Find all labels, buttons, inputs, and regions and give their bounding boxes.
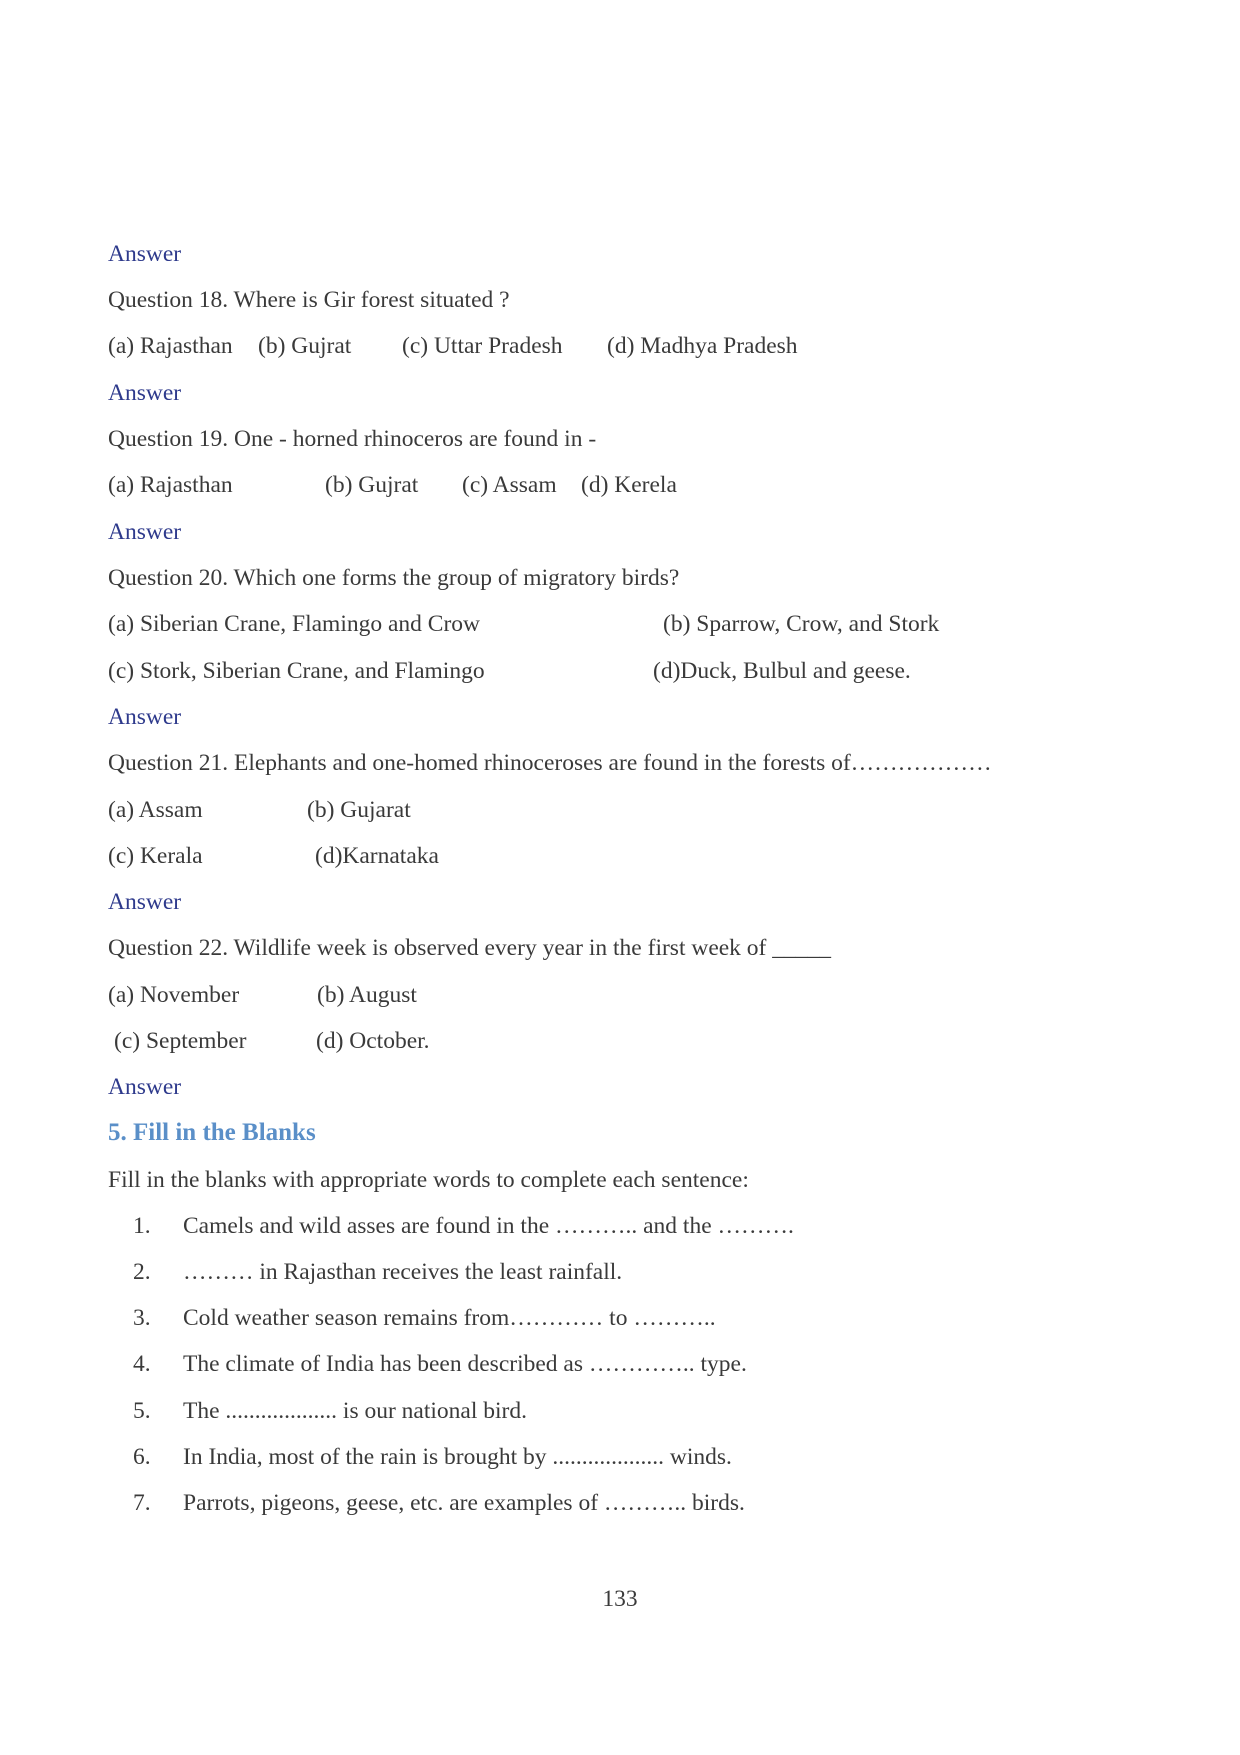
answer-link[interactable]: Answer <box>108 241 182 267</box>
option-d: (d) Kerela <box>581 472 677 498</box>
option-a: (a) Siberian Crane, Flamingo and Crow <box>108 611 480 637</box>
option-a: (a) Assam <box>108 797 203 823</box>
option-b: (b) Sparrow, Crow, and Stork <box>663 611 940 637</box>
option-a: (a) Rajasthan <box>108 472 233 498</box>
section-instruction: Fill in the blanks with appropriate words to complete each sentence: <box>108 1167 749 1193</box>
option-b: (b) Gujrat <box>325 472 419 498</box>
answer-link[interactable]: Answer <box>108 380 182 406</box>
page-number: 133 <box>602 1586 638 1612</box>
answer-link[interactable]: Answer <box>108 889 182 915</box>
list-item: In India, most of the rain is brought by ................... winds. <box>183 1444 732 1470</box>
question-22: Question 22. Wildlife week is observed every year in the first week of _____ <box>108 935 832 961</box>
option-a: (a) Rajasthan <box>108 333 233 359</box>
option-b: (b) Gujarat <box>307 797 411 823</box>
section-heading: 5. Fill in the Blanks <box>108 1119 316 1146</box>
option-b: (b) August <box>317 982 417 1008</box>
option-d: (d) Madhya Pradesh <box>607 333 798 359</box>
question-19: Question 19. One - horned rhinoceros are found in - <box>108 426 597 452</box>
option-d: (d)Duck, Bulbul and geese. <box>653 658 911 684</box>
list-item-number: 1. <box>133 1213 151 1239</box>
list-item: The climate of India has been described as ………….. type. <box>183 1351 747 1377</box>
option-c: (c) Stork, Siberian Crane, and Flamingo <box>108 658 485 684</box>
question-18: Question 18. Where is Gir forest situated ? <box>108 287 510 313</box>
answer-link[interactable]: Answer <box>108 1074 182 1100</box>
list-item: Cold weather season remains from………… to ……….. <box>183 1305 716 1331</box>
list-item: The ................... is our national bird. <box>183 1398 527 1424</box>
list-item-number: 3. <box>133 1305 151 1331</box>
option-d: (d) October. <box>316 1028 430 1054</box>
option-a: (a) November <box>108 982 240 1008</box>
question-21: Question 21. Elephants and one-homed rhinoceroses are found in the forests of……………… <box>108 750 992 776</box>
list-item: Parrots, pigeons, geese, etc. are examples of ……….. birds. <box>183 1490 745 1516</box>
answer-link[interactable]: Answer <box>108 704 182 730</box>
option-c: (c) Assam <box>462 472 557 498</box>
list-item: ……… in Rajasthan receives the least rainfall. <box>183 1259 623 1285</box>
answer-link[interactable]: Answer <box>108 519 182 545</box>
list-item-number: 7. <box>133 1490 151 1516</box>
option-d: (d)Karnataka <box>315 843 439 869</box>
list-item-number: 4. <box>133 1351 151 1377</box>
option-c: (c) Kerala <box>108 843 203 869</box>
option-c: (c) Uttar Pradesh <box>402 333 563 359</box>
list-item: Camels and wild asses are found in the ……….. and the ………. <box>183 1213 794 1239</box>
list-item-number: 6. <box>133 1444 151 1470</box>
list-item-number: 2. <box>133 1259 151 1285</box>
option-c: (c) September <box>114 1028 247 1054</box>
option-b: (b) Gujrat <box>258 333 352 359</box>
question-20: Question 20. Which one forms the group of migratory birds? <box>108 565 680 591</box>
list-item-number: 5. <box>133 1398 151 1424</box>
